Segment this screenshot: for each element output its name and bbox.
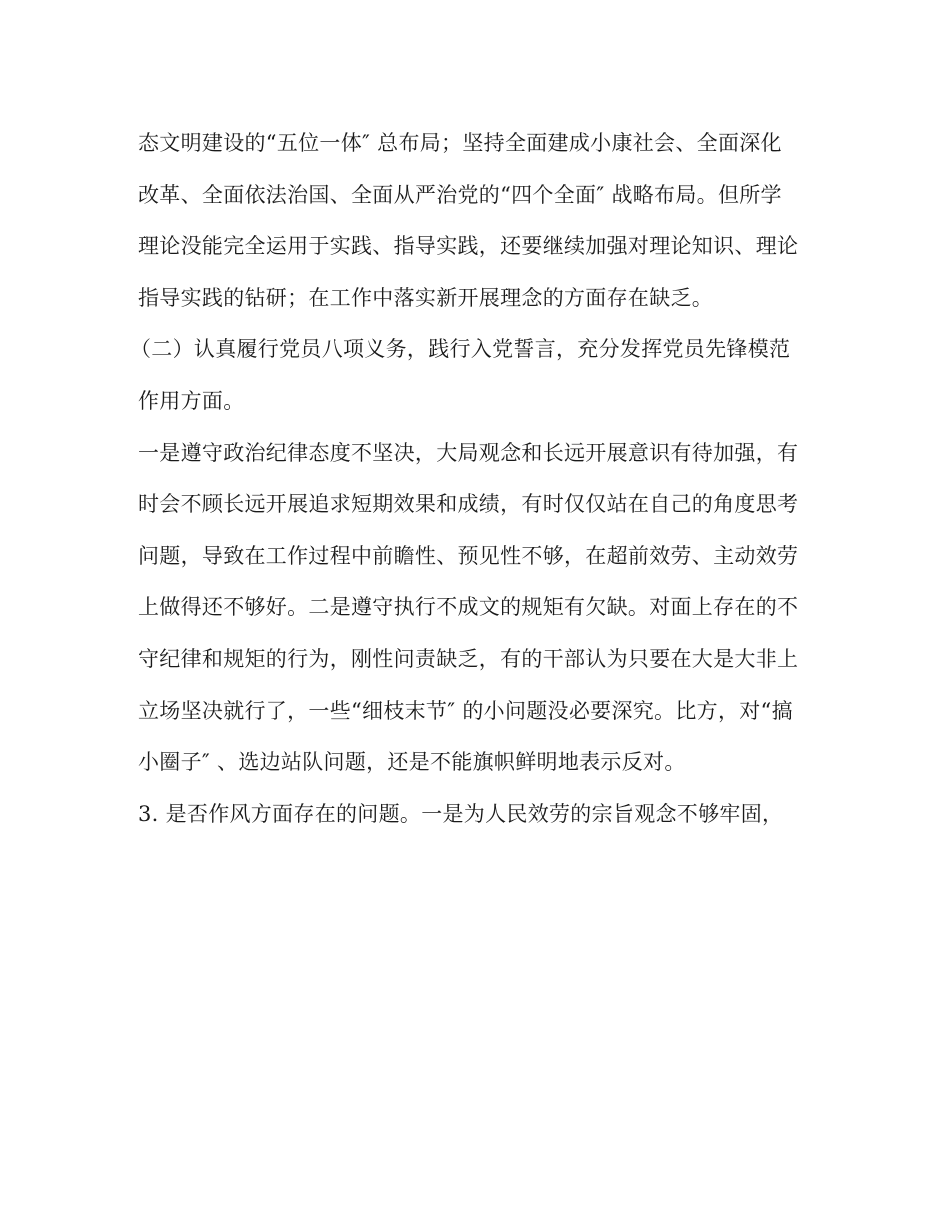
text-line-8: 时会不顾长远开展追求短期效果和成绩，有时仅仅站在自己的角度思考 <box>138 492 799 517</box>
body-text <box>130 119 818 841</box>
numbered-item-line: 3. 是否作风方面存在的问题。一是为人民效劳的宗旨观念不够牢固， <box>138 801 784 826</box>
text-line-11: 守纪律和规矩的行为，刚性问责缺乏，有的干部认为只要在大是大非上 <box>138 646 799 671</box>
text-line-3: 理论没能完全运用于实践、指导实践，还要继续加强对理论知识、理论 <box>138 234 799 259</box>
text-line-10: 上做得还不够好。二是遵守执行不成文的规矩有欠缺。对面上存在的不 <box>138 595 799 620</box>
section-heading-line-2: 作用方面。 <box>138 388 245 413</box>
text-line-9: 问题，导致在工作过程中前瞻性、预见性不够，在超前效劳、主动效劳 <box>138 543 799 568</box>
text-line-12: 立场坚决就行了，一些“细枝末节″ 的小问题没必要深究。比方，对“搞 <box>138 698 793 723</box>
section-heading-line-1: （二）认真履行党员八项义务，践行入党誓言，充分发挥党员先锋模范 <box>130 337 791 362</box>
text-line-4: 指导实践的钻研；在工作中落实新开展理念的方面存在缺乏。 <box>138 285 714 310</box>
text-line-7: 一是遵守政治纪律态度不坚决，大局观念和长远开展意识有待加强，有 <box>138 440 799 465</box>
text-line-1: 态文明建设的“五位一体″ 总布局；坚持全面建成小康社会、全面深化 <box>138 131 782 155</box>
text-line-13: 小圈子″ 、选边站队问题，还是不能旗帜鲜明地表示反对。 <box>138 750 686 775</box>
text-line-2: 改革、全面依法治国、全面从严治党的“四个全面″ 战略布局。但所学 <box>138 182 782 207</box>
